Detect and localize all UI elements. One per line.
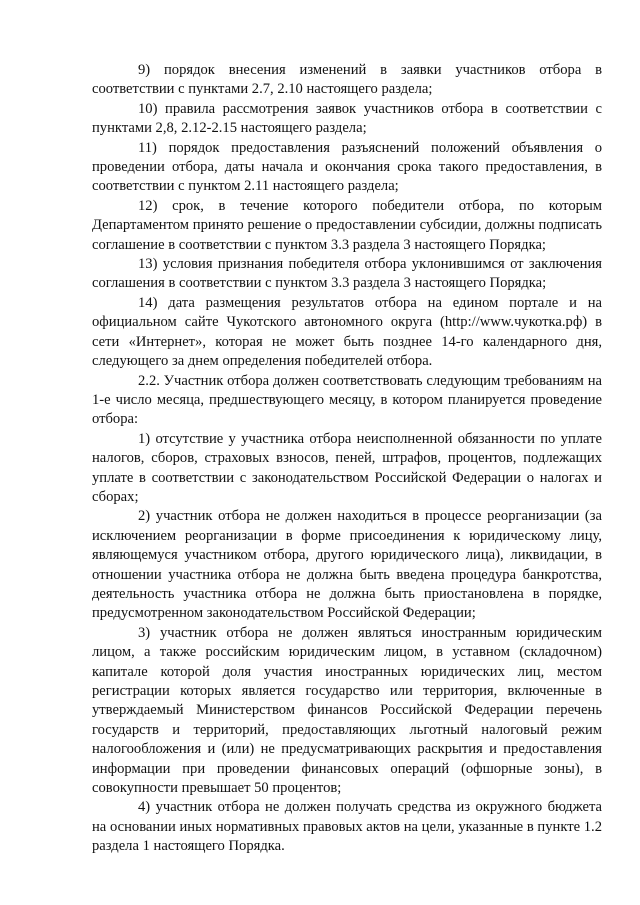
paragraph-item-10: 10) правила рассмотрения заявок участников отбора в соответствии с пунктами 2,8, 2.12-2.15 настоящего раздела; xyxy=(92,100,602,137)
paragraph-item-9: 9) порядок внесения изменений в заявки участников отбора в соответствии с пунктами 2.7, 2.10 настоящего раздела; xyxy=(92,62,602,98)
paragraph-item-11: 11) порядок предоставления разъяснений положений объявления о проведении отбора, даты начала и окончания срока такого предоставления, в соответствии с пунктом 2.11 настоящего раздела; xyxy=(92,139,602,195)
document-page xyxy=(92,61,602,857)
paragraph-item-12: 12) срок, в течение которого победители отбора, по которым Департаментом принято решение о предоставлении субсидии, должны подписать соглашение в соответствии с пунктом 3.3 раздела 3 настоящего Порядка; xyxy=(92,197,602,253)
paragraph-item-14: 14) дата размещения результатов отбора на едином портале и на официальном сайте Чукотского автономного округа (http://www.чукотка.рф) в сети «Интернет», которая не может быть позднее 14-го календарного дня, следующего за днем определения победителей отбора. xyxy=(92,294,602,370)
requirement-item-3: 3) участник отбора не должен являться иностранным юридическим лицом, а также российским юридическим лицом, в уставном (складочном) капитале которой доля участия иностранных юридических лиц, местом регистрации которых является государство или территория, включенные в утверждаемый Министерством финансов Российской Федерации перечень государств и территорий, предоставляющих льготный налоговый режим налогообложения и (или) не предусматривающих раскрытия и предоставления информации при проведении финансовых операций (офшорные зоны), в совокупности превышает 50 процентов; xyxy=(92,624,602,797)
paragraph-item-13: 13) условия признания победителя отбора уклонившимся от заключения соглашения в соответствии с пунктом 3.3 раздела 3 настоящего Порядка; xyxy=(92,256,602,292)
requirement-item-4: 4) участник отбора не должен получать средства из окружного бюджета на основании иных нормативных правовых актов на цели, указанные в пункте 1.2 раздела 1 настоящего Порядка. xyxy=(92,799,602,855)
section-2-2-paragraph: 2.2. Участник отбора должен соответствовать следующим требованиям на 1-е число месяца, предшествующего месяцу, в котором планируется проведение отбора: xyxy=(92,372,602,428)
requirement-item-2: 2) участник отбора не должен находиться в процессе реорганизации (за исключением реорганизации в форме присоединения к юридическому лицу, являющемуся участником отбора, другого юридического лица), ликвидации, в отношении участника отбора не должна быть введена процедура банкротства, деятельность участника отбора не должна быть приостановлена в порядке, предусмотренном законодательством Российской Федерации; xyxy=(92,508,602,622)
requirement-item-1: 1) отсутствие у участника отбора неисполненной обязанности по уплате налогов, сборов, страховых взносов, пеней, штрафов, процентов, подлежащих уплате в соответствии с законодательством Российской Федерации о налогах и сборах; xyxy=(92,430,602,505)
